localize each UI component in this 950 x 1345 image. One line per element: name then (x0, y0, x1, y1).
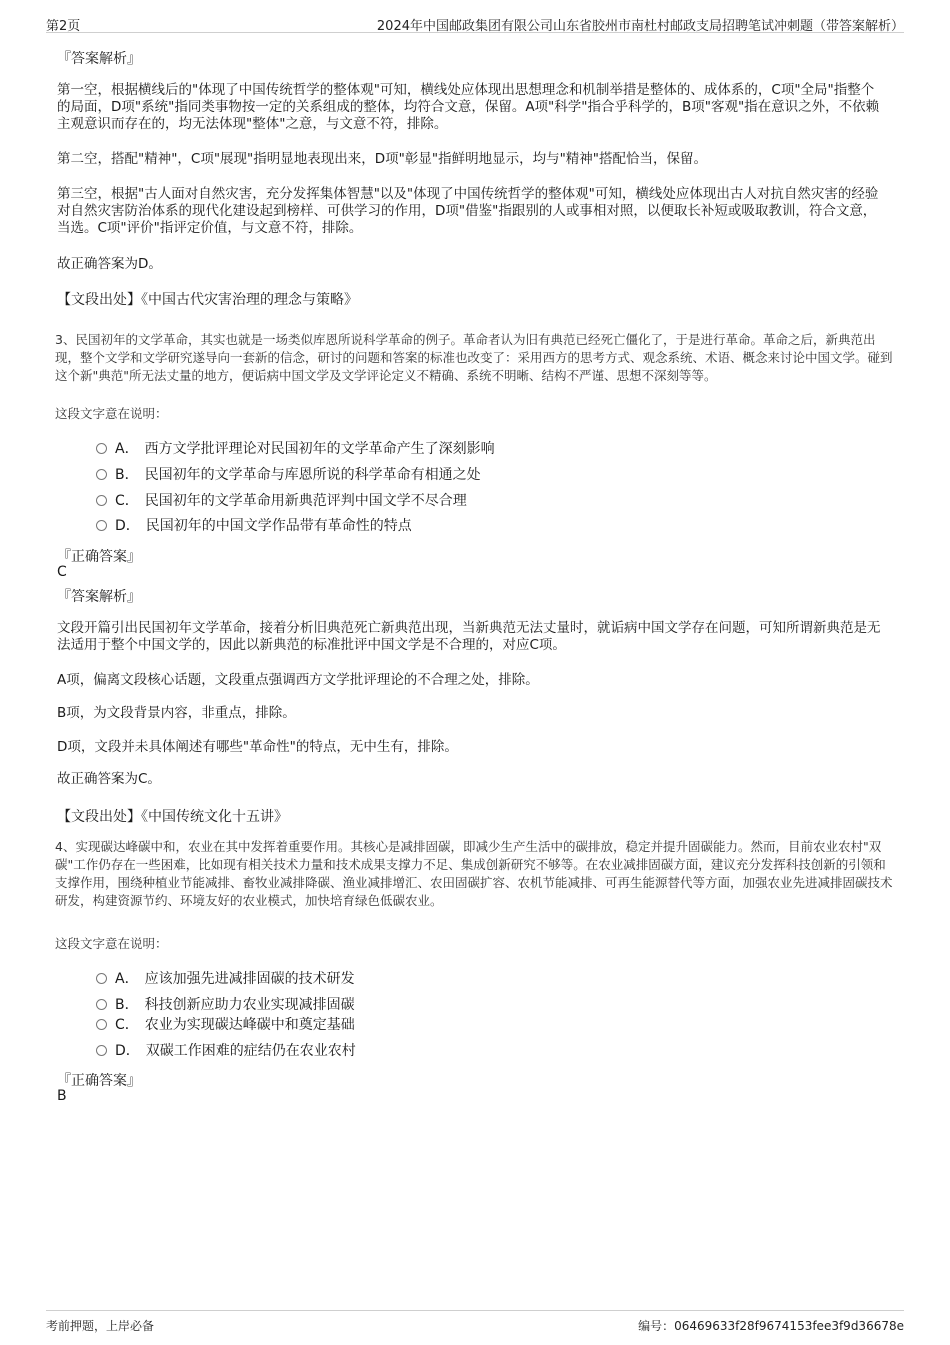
footer-slogan: 考前押题，上岸必备 (46, 1319, 155, 1333)
option-d[interactable]: D． 双碳工作困难的症结仍在农业农村 (96, 1042, 356, 1060)
option-b[interactable]: B． 科技创新应助力农业实现减排固碳 (96, 996, 355, 1014)
option-d[interactable]: D． 民国初年的中国文学作品带有革命性的特点 (96, 517, 412, 535)
question-prompt: 这段文字意在说明： (55, 936, 168, 951)
radio-circle-icon[interactable] (96, 1019, 107, 1030)
page-header (46, 12, 904, 33)
option-a[interactable]: A． 西方文学批评理论对民国初年的文学革命产生了深刻影响 (96, 440, 495, 458)
option-a[interactable]: A． 应该加强先进减排固碳的技术研发 (96, 970, 355, 988)
analysis-paragraph: 文段开篇引出民国初年文学革命，接着分析旧典范死亡新典范出现，当新典范无法丈量时，就诟病中国文学存在问题，可知所谓新典范是无法适用于整个中国文学的，因此以新典范的标准批评中国文学是不合理的，对应C项。 (57, 620, 881, 653)
question-stem: 3、民国初年的文学革命，其实也就是一场类似库恩所说科学革命的例子。革命者认为旧有典范已经死亡僵化了，于是进行革命。革命之后，新典范出现，整个文学和文学研究遂导向一套新的信念，研讨的问题和答案的标准也改变了：采用西方的思考方式、观念系统、术语、概念来讨论中国文学。碰到这个新"典范"所无法丈量的地方，便诟病中国文学及文学评论定义不精确、系统不明晰、结构不严谨、思想不深刻等等。 (55, 332, 893, 383)
option-b[interactable]: B． 民国初年的文学革命与库恩所说的科学革命有相通之处 (96, 466, 481, 484)
question-stem: 4、实现碳达峰碳中和，农业在其中发挥着重要作用。其核心是减排固碳，即减少生产生活中的碳排放，稳定并提升固碳能力。然而，目前农业农村"双碳"工作仍存在一些困难，比如现有相关技术力量和技术成果支撑力不足、集成创新研究不够等。在农业减排固碳方面，建议充分发挥科技创新的引领和支撑作用，围绕种植业节能减排、畜牧业减排降碳、渔业减排增汇、农田固碳扩容、农机节能减排、可再生能源替代等方面，加强农业先进减排固碳技术研发，构建资源节约、环境友好的农业模式，加快培育绿色低碳农业。 (55, 839, 893, 908)
correct-answer-label: 『正确答案』 (57, 1073, 141, 1089)
analysis-paragraph: 第二空，搭配"精神"，C项"展现"指明显地表现出来，D项"彰显"指鲜明地显示，均与"精神"搭配恰当，保留。 (57, 151, 707, 167)
analysis-conclusion: 故正确答案为D。 (57, 256, 162, 272)
analysis-paragraph: 第一空，根据横线后的"体现了中国传统哲学的整体观"可知，横线处应体现出思想理念和机制举措是整体的、成体系的，C项"全局"指整个的局面，D项"系统"指同类事物按一定的关系组成的整体，均符合文意，保留。A项"科学"指合乎科学的，B项"客观"指在意识之外，不依赖主观意识而存在的，均无法体现"整体"之意，与文意不符，排除。 (57, 82, 880, 132)
correct-answer-label: 『正确答案』 (57, 549, 141, 565)
correct-answer: B (57, 1088, 67, 1104)
question-prompt: 这段文字意在说明： (55, 406, 168, 421)
radio-circle-icon[interactable] (96, 520, 107, 531)
document-title: 2024年中国邮政集团有限公司山东省胶州市南杜村邮政支局招聘笔试冲刺题（带答案解析） (376, 19, 904, 34)
radio-circle-icon[interactable] (96, 1045, 107, 1056)
radio-circle-icon[interactable] (96, 495, 107, 506)
option-c[interactable]: C． 农业为实现碳达峰碳中和奠定基础 (96, 1016, 355, 1034)
radio-circle-icon[interactable] (96, 469, 107, 480)
radio-circle-icon[interactable] (96, 973, 107, 984)
page-footer (46, 1310, 904, 1337)
document-serial: 编号：06469633f28f9674153fee3f9d36678e (638, 1319, 904, 1333)
analysis-paragraph: 第三空，根据"古人面对自然灾害，充分发挥集体智慧"以及"体现了中国传统哲学的整体观"可知，横线处应体现出古人对抗自然灾害的经验对自然灾害防治体系的现代化建设起到榜样、可供学习的作用，D项"借鉴"指跟别的人或事相对照，以便取长补短或吸取教训，符合文意，当选。C项"评价"指评定价值，与文意不符，排除。 (57, 186, 879, 236)
analysis-label: 『答案解析』 (57, 51, 141, 67)
analysis-paragraph: A项，偏离文段核心话题，文段重点强调西方文学批评理论的不合理之处，排除。 (57, 672, 539, 688)
analysis-conclusion: 故正确答案为C。 (57, 771, 161, 787)
analysis-paragraph: D项，文段并未具体阐述有哪些"革命性"的特点，无中生有，排除。 (57, 739, 458, 755)
correct-answer: C (57, 564, 67, 580)
radio-circle-icon[interactable] (96, 443, 107, 454)
analysis-label: 『答案解析』 (57, 589, 141, 605)
radio-circle-icon[interactable] (96, 999, 107, 1010)
option-c[interactable]: C． 民国初年的文学革命用新典范评判中国文学不尽合理 (96, 492, 467, 510)
analysis-paragraph: B项，为文段背景内容，非重点，排除。 (57, 705, 296, 721)
page-number: 第2页 (46, 19, 81, 34)
passage-source: 【文段出处】《中国传统文化十五讲》 (57, 809, 288, 825)
passage-source: 【文段出处】《中国古代灾害治理的理念与策略》 (57, 292, 358, 308)
